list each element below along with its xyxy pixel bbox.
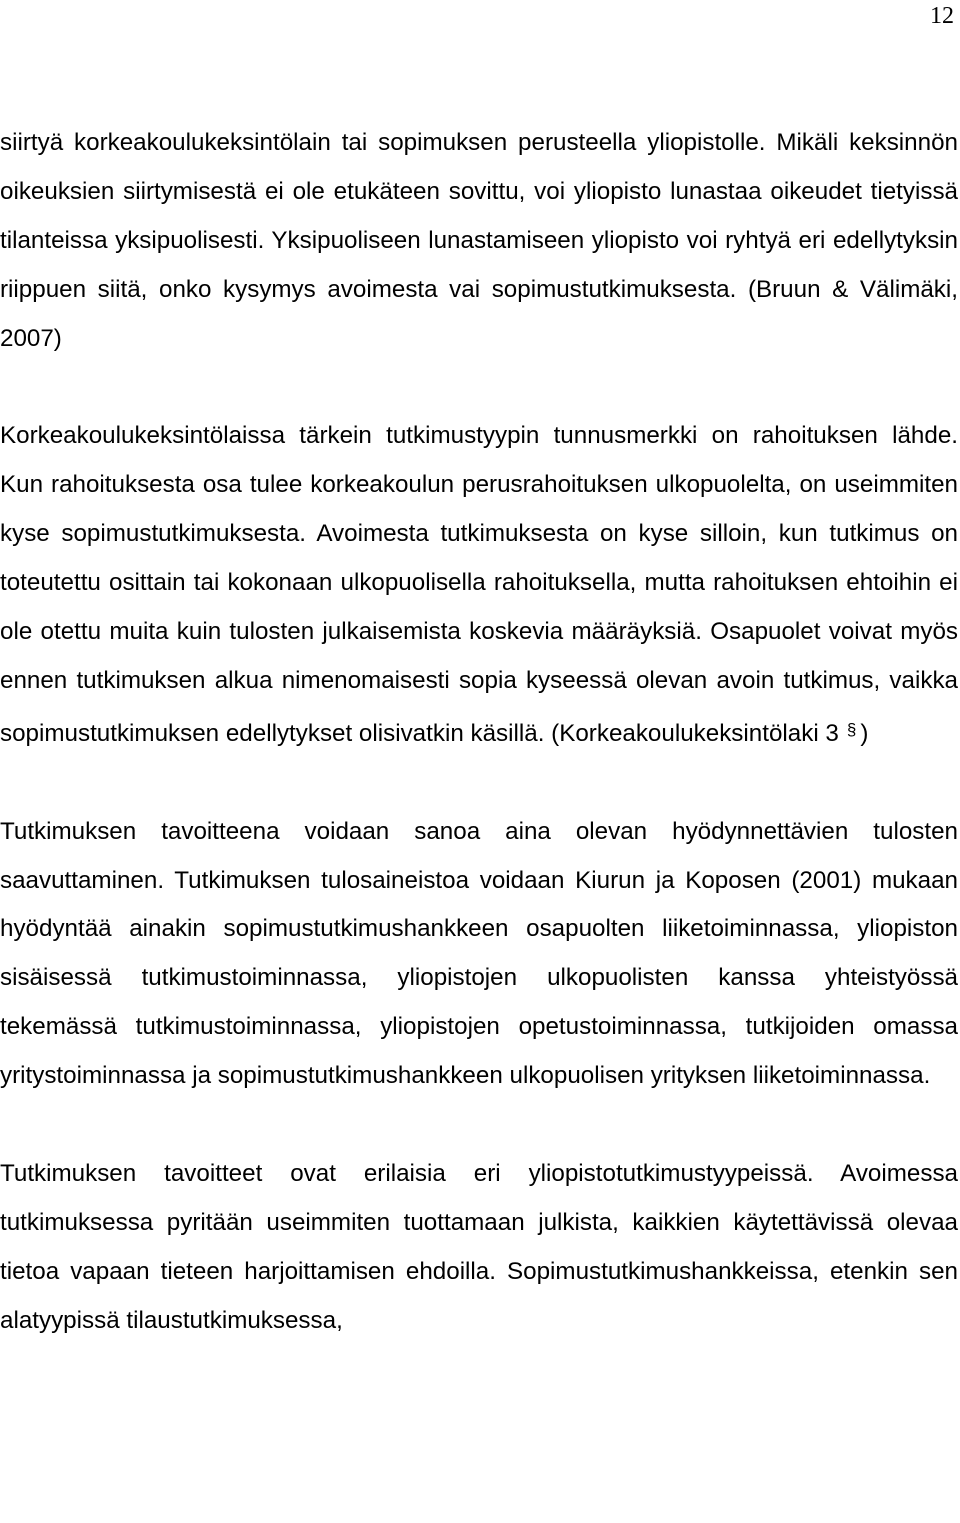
paragraph-gap: [0, 759, 958, 808]
paragraph-funding-source-text: Korkeakoulukeksintölaissa tärkein tutkimustyypin tunnusmerkki on rahoituksen lähde. Kun rahoituksesta osa tulee korkeakoulun perusrahoituksen ulkopuolelta, on useimmiten kyse sopimustutkimuksesta. Avoimesta tutkimuksesta on kyse silloin, kun tutkimus on toteutettu osittain tai kokonaan ulkopuolisella rahoituksella, mutta rahoituksen ehtoihin ei ole otettu muita kuin tulosten julkaisemista koskevia määräyksiä. Osapuolet voivat myös ennen tutkimuksen alkua nimenomaisesti sopia kyseessä olevan avoin tutkimus, vaikka sopimustutkimuksen edellytykset olisivatkin käsillä. (Korkeakoulukeksintölaki 3: [0, 422, 958, 747]
paragraph-funding-source: [0, 412, 958, 758]
paragraph-gap: [0, 1101, 958, 1150]
document-body: [0, 119, 958, 1346]
paragraph-research-goals: Tutkimuksen tavoitteena voidaan sanoa aina olevan hyödynnettävien tulosten saavuttaminen. Tutkimuksen tulosaineistoa voidaan Kiurun ja Koposen (2001) mukaan hyödyntää ainakin sopimustutkimushankkeen osapuolten liiketoiminnassa, yliopiston sisäisessä tutkimustoiminnassa, yliopistojen ulkopuolisten kanssa yhteistyössä tekemässä tutkimustoiminnassa, yliopistojen opetustoiminnassa, tutkijoiden omassa yritystoiminnassa ja sopimustutkimushankkeen ulkopuolisen yrityksen liiketoiminnassa.: [0, 817, 958, 1090]
closing-parenthesis: ): [860, 719, 869, 747]
section-sign-symbol: §: [846, 719, 857, 739]
paragraph-invention-rights: siirtyä korkeakoulukeksintölain tai sopimuksen perusteella yliopistolle. Mikäli keksinnön oikeuksien siirtymisestä ei ole etukäteen sovittu, voi yliopisto lunastaa oikeudet tietyissä tilanteissa yksipuolisesti. Yksipuoliseen lunastamiseen yliopisto voi ryhtyä eri edellytyksin riippuen siitä, onko kysymys avoimesta vai sopimustutkimuksesta. (Bruun & Välimäki, 2007): [0, 129, 958, 352]
paragraph-research-types: Tutkimuksen tavoitteet ovat erilaisia eri yliopistotutkimustyypeissä. Avoimessa tutkimuksessa pyritään useimmiten tuottamaan julkista, kaikkien käytettävissä olevaa tietoa vapaan tieteen harjoittamisen ehdoilla. Sopimustutkimushankkeissa, etenkin sen alatyypissä tilaustutkimuksessa,: [0, 1159, 958, 1334]
page-number: 12: [930, 3, 954, 29]
paragraph-gap: [0, 364, 958, 413]
